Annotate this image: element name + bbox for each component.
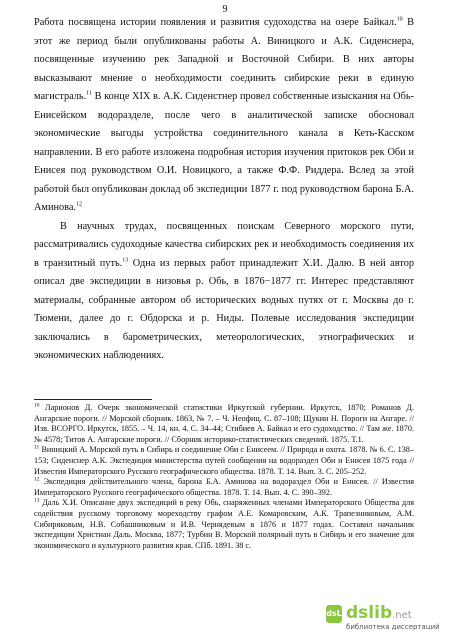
text-run: Одна из первых работ принадлежит Х.И. Далю. В ней автор описал две экспедиции в низовья р. Обь, в 1876−1877 гг. Интерес представляют материалы, собранные автором об исторических водных путях от г. Москвы до г. Тюмени, далее до г. Обдорска и р. Ниды. Полевые исследования экспедиции заключались в барометрических, метеорологических, этнографических и экономических наблюдениях. [34, 257, 415, 361]
footnote-number: 12 [34, 476, 40, 483]
footnotes [34, 403, 414, 551]
footnote [34, 477, 414, 498]
footnote [34, 403, 414, 445]
footnote-text: Виницкий А. Морской путь в Сибирь и соединение Оби с Енисеем. // Природа и охота. 1878. № 6. С. 138–153; Сиденснер А.К. Экспедиция министерства путей сообщения на водораздел Оби и Енисея 1875 года // Известия Императорского Русского географического общества. 1878. Т. 14. Вып. 3. С. 205–252. [34, 445, 414, 476]
text-run: В этот же период были опубликованы работы А. Виницкого и А.К. Сиденснера, посвященные изучению рек Западной и Восточной Сибири. В них авторы высказывают мнение о необходимости соединить сибирские реки в единую магистраль. [34, 17, 414, 102]
dslib-logo-icon: dsL [326, 605, 342, 623]
page-number: 9 [222, 4, 228, 15]
footnote-ref: 10 [396, 16, 403, 23]
footnote-text: Ларионов Д. Очерк экономической статистики Иркутской губернии. Иркутск, 1870; Романов Д. Ангарские пороги. // Морской сборник. 1863, № 7. – Ч. Неофиц. С. 87–108; Щукин Н. Пороги на Ангаре. // Изв. ВСОРГО. Иркутск, 1855. – Ч. 14, кн. 4. С. 34–44; Стибиев А. Байкал и его судоходство. // Там же. 1870. № 4578; Титов А. Ангарские пороги. // Сборник историко-статистических сведений. 1875. Т.1. [34, 403, 414, 444]
paragraph [34, 14, 414, 218]
footnote-ref: 13 [122, 257, 129, 264]
footnote-ref: 11 [86, 90, 92, 97]
dslib-logo-text: dslib.net [346, 603, 412, 623]
footnote-text: Даль Х.И. Описание двух экспедиций в реку Обь, снаряженных членами Императорского Общества для содействия русскому торговому мореходству графом А.Е. Комаровским, А.К. Трапезниковым, А.М. Сибиряковым, Н.В. Собашниковым и И.В. Чернядевым в 1876 и 1877 годах. Составил начальник экспедиции Христиан Даль. Москва, 1877; Турбин В. Морской полярный путь в Сибирь и его значение для экономического и культурного развития края. СПб. 1891. 38 с. [34, 498, 414, 550]
footnote [34, 445, 414, 477]
footnote-number: 13 [34, 497, 40, 504]
footnote [34, 498, 414, 551]
text-run: В конце XIX в. А.К. Сиденстнер провел собственные изыскания на Обь-Енисейском водоразделе, после чего в аналитической записке обосновал экономические выгоды устройства соединительного канала в Кеть-Касском направлении. В его работе изложена подробная история изучения притоков рек Оби и Енисея под руководством О.И. Новицкого, а также Ф.Ф. Риддера. Вслед за этой работой был опубликован доклад об экспедиции 1877 г. под руководством барона Б.А. Аминова. [34, 91, 414, 213]
footnote-separator [34, 399, 152, 400]
text-run: В научных трудах, посвященных поискам Северного морского пути, рассматривались судоходные качества сибирских рек и необходимость соединения их в транзитный путь. [34, 220, 414, 269]
footnote-ref: 12 [76, 201, 82, 208]
main-text [34, 14, 414, 366]
footnote-text: Экспедиция действительного члена, барона Б.А. Аминова на водораздел Оби и Енисея. // Известия Императорского Русского географического общества. 1878. Т. 14. Вып. 4. С. 390–392. [34, 477, 414, 497]
footnote-number: 11 [34, 444, 40, 451]
paragraph [34, 218, 414, 366]
dslib-watermark[interactable] [326, 603, 446, 633]
dslib-subtitle: библиотека диссертаций [346, 623, 440, 631]
footnote-number: 10 [34, 402, 40, 409]
text-run: Работа посвящена истории появления и развития судоходства на озере Байкал. [34, 17, 397, 28]
